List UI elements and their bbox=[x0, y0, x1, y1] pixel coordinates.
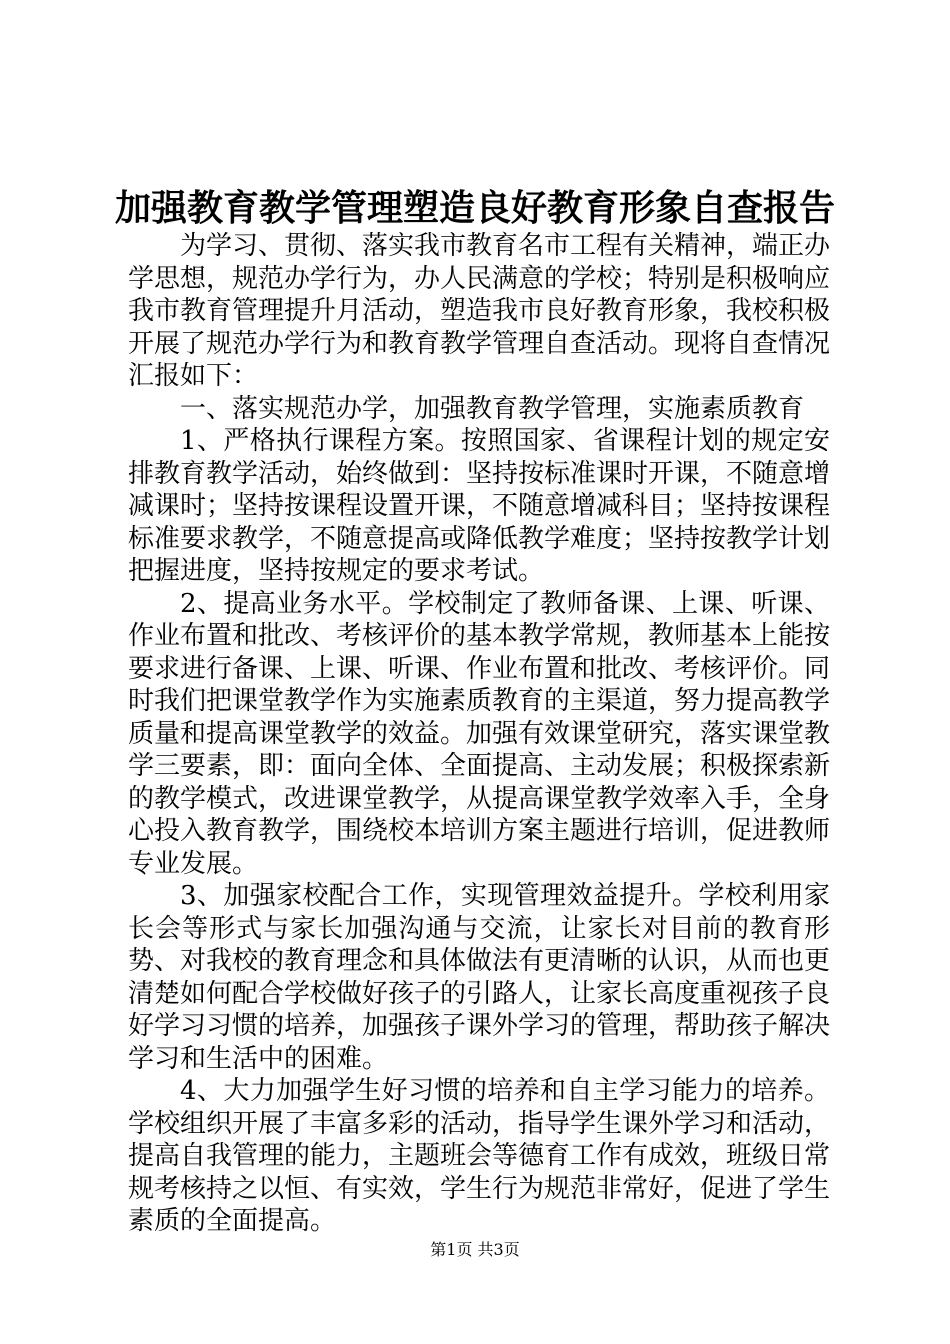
page-number-footer: 第1页 共3页 bbox=[430, 1240, 520, 1259]
document-title: 加强教育教学管理塑造良好教育形象自查报告 bbox=[114, 187, 835, 229]
paragraph-item-4: 4、大力加强学生好习惯的培养和自主学习能力的培养。学校组织开展了丰富多彩的活动，指导学生课外学习和活动，提高自我管理的能力，主题班会等德育工作有成效，班级日常规考核持之以恒、有实效，学生行为规范非常好，促进了学生素质的全面提高。 bbox=[128, 1076, 831, 1236]
section-heading: 一、落实规范办学，加强教育教学管理，实施素质教育 bbox=[180, 393, 805, 424]
intro-paragraph: 为学习、贯彻、落实我市教育名市工程有关精神，端正办学思想，规范办学行为，办人民满意的学校；特别是积极响应我市教育管理提升月活动，塑造我市良好教育形象，我校积极开展了规范办学行为和教育教学管理自查活动。现将自查情况汇报如下： bbox=[128, 231, 831, 391]
paragraph-item-2: 2、提高业务水平。学校制定了教师备课、上课、听课、作业布置和批改、考核评价的基本教学常规，教师基本上能按要求进行备课、上课、听课、作业布置和批改、考核评价。同时我们把课堂教学作为实施素质教育的主渠道，努力提高教学质量和提高课堂教学的效益。加强有效课堂研究，落实课堂教学三要素，即：面向全体、全面提高、主动发展；积极探索新的教学模式，改进课堂教学，从提高课堂教学效率入手，全身心投入教育教学，围绕校本培训方案主题进行培训，促进教师专业发展。 bbox=[128, 588, 831, 879]
paragraph-item-3: 3、加强家校配合工作，实现管理效益提升。学校利用家长会等形式与家长加强沟通与交流，让家长对目前的教育形势、对我校的教育理念和具体做法有更清晰的认识，从而也更清楚如何配合学校做好孩子的引路人，让家长高度重视孩子良好学习习惯的培养，加强孩子课外学习的管理，帮助孩子解决学习和生活中的困难。 bbox=[128, 881, 831, 1074]
paragraph-item-1: 1、严格执行课程方案。按照国家、省课程计划的规定安排教育教学活动，始终做到：坚持按标准课时开课，不随意增减课时；坚持按课程设置开课，不随意增减科目；坚持按课程标准要求教学，不随意提高或降低教学难度；坚持按教学计划把握进度，坚持按规定的要求考试。 bbox=[128, 426, 831, 586]
document-body bbox=[128, 230, 830, 1238]
